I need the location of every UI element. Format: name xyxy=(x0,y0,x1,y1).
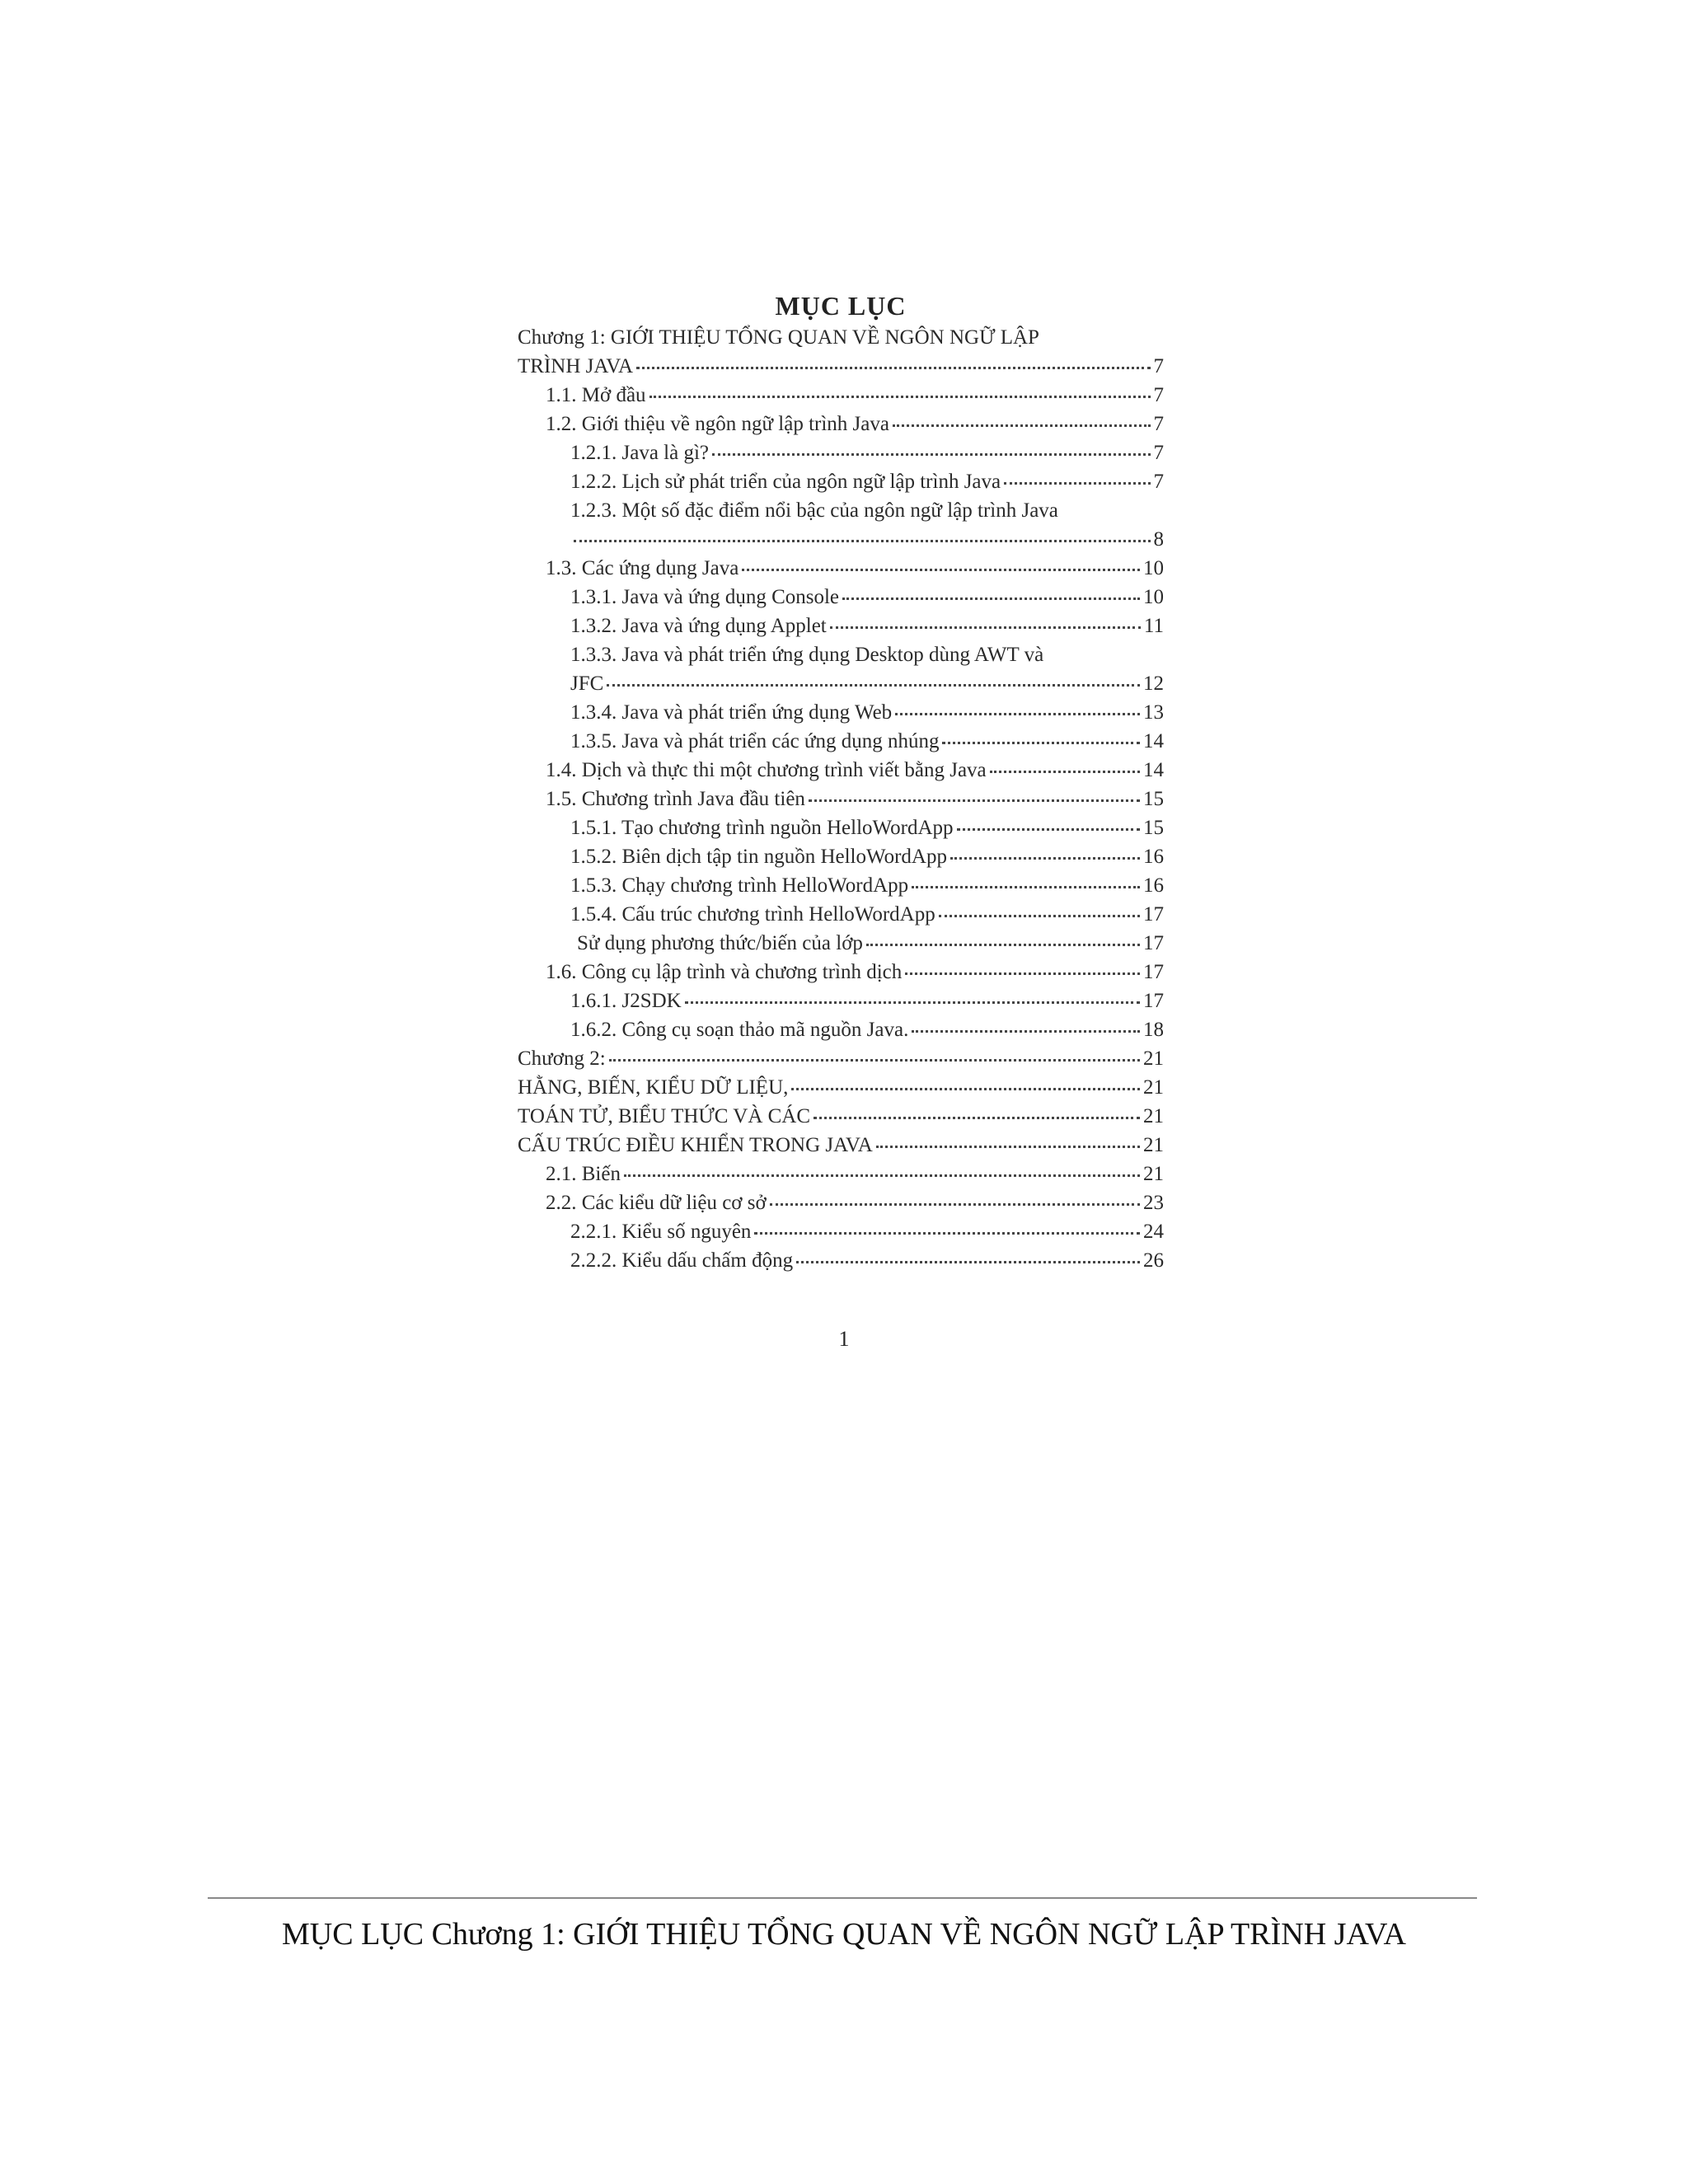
toc-dot-leader xyxy=(830,626,1141,629)
toc-entry-line xyxy=(570,496,1164,525)
toc-page-number: 21 xyxy=(1143,1076,1164,1099)
toc-entry-text: HẰNG, BIẾN, KIỂU DỮ LIỆU, xyxy=(518,1076,789,1099)
toc-entry-text: 1.6. Công cụ lập trình và chương trình dịch xyxy=(546,961,903,983)
toc-dot-leader xyxy=(649,395,1151,398)
toc-page-number: 15 xyxy=(1143,788,1164,810)
toc-page-number: 7 xyxy=(1153,355,1164,377)
toc-entry-text: 1.5.1. Tạo chương trình nguồn HelloWordApp xyxy=(570,817,954,839)
toc-page-number: 10 xyxy=(1143,557,1164,579)
toc-entry-text: 1.6.2. Công cụ soạn thảo mã nguồn Java. xyxy=(570,1019,909,1041)
toc-page-number: 23 xyxy=(1143,1192,1164,1214)
toc-page-number: 17 xyxy=(1143,903,1164,926)
toc-entry-line xyxy=(518,323,1164,352)
toc-dot-leader xyxy=(893,424,1151,427)
toc-page-number: 21 xyxy=(1143,1134,1164,1156)
toc-entry-text: 1.6.1. J2SDK xyxy=(570,990,682,1012)
toc-dot-leader xyxy=(809,799,1140,802)
toc-dot-leader xyxy=(942,741,1140,744)
toc-entry-text: CẤU TRÚC ĐIỀU KHIỂN TRONG JAVA xyxy=(518,1134,873,1156)
toc-page-number: 26 xyxy=(1143,1249,1164,1272)
toc-entry[interactable] xyxy=(518,1102,1164,1131)
toc-entry-text: 1.4. Dịch và thực thi một chương trình viết bằng Java xyxy=(546,759,987,781)
toc-entry[interactable] xyxy=(518,410,1164,438)
toc-entry[interactable] xyxy=(518,987,1164,1015)
toc-entry-line xyxy=(570,525,1164,554)
toc-dot-leader xyxy=(895,712,1140,715)
toc-entry-text: 1.2.3. Một số đặc điểm nổi bậc của ngôn ngữ lập trình Java xyxy=(570,499,1058,522)
footer-divider xyxy=(208,1897,1477,1899)
toc-dot-leader xyxy=(791,1087,1140,1090)
toc-page-number: 17 xyxy=(1143,961,1164,983)
toc-entry[interactable] xyxy=(518,900,1164,929)
toc-page-number: 16 xyxy=(1143,846,1164,868)
toc-entry-text: 1.2. Giới thiệu về ngôn ngữ lập trình Java xyxy=(546,413,889,435)
toc-entry[interactable] xyxy=(518,1217,1164,1246)
toc-page-number: 11 xyxy=(1143,615,1164,637)
toc-dot-leader xyxy=(905,972,1140,975)
toc-page-number: 8 xyxy=(1153,528,1164,551)
toc-list xyxy=(518,323,1164,1275)
toc-page-number: 24 xyxy=(1143,1221,1164,1243)
toc-page-number: 10 xyxy=(1143,586,1164,608)
toc-entry[interactable] xyxy=(518,813,1164,842)
toc-entry-line xyxy=(570,669,1164,698)
toc-dot-leader xyxy=(624,1174,1140,1177)
toc-entry-text: 1.5.3. Chạy chương trình HelloWordApp xyxy=(570,874,909,897)
toc-entry[interactable] xyxy=(518,958,1164,987)
toc-title: MỤC LỤC xyxy=(775,291,907,321)
toc-page-number: 14 xyxy=(1143,759,1164,781)
toc-entry-text: 1.3.1. Java và ứng dụng Console xyxy=(570,586,840,608)
table-of-contents xyxy=(518,288,1164,1275)
toc-entry-text: 2.1. Biến xyxy=(546,1163,621,1185)
toc-page-number: 21 xyxy=(1143,1047,1164,1070)
toc-dot-leader xyxy=(607,683,1140,687)
footer-caption: MỤC LỤC Chương 1: GIỚI THIỆU TỔNG QUAN VỀ NGÔN NGỮ LẬP TRÌNH JAVA xyxy=(282,1917,1406,1952)
toc-dot-leader xyxy=(842,597,1140,600)
toc-entry-text: JFC xyxy=(570,673,604,695)
toc-entry[interactable] xyxy=(518,1160,1164,1188)
toc-page-number: 13 xyxy=(1143,701,1164,724)
toc-entry-text: Chương 2: xyxy=(518,1047,606,1070)
toc-entry[interactable] xyxy=(518,640,1164,698)
toc-page-number: 7 xyxy=(1153,384,1164,406)
toc-entry-text: 2.2. Các kiểu dữ liệu cơ sở xyxy=(546,1192,767,1214)
toc-dot-leader xyxy=(685,1001,1140,1004)
toc-entry[interactable] xyxy=(518,496,1164,554)
toc-entry-text: 1.1. Mở đầu xyxy=(546,384,646,406)
toc-entry-text: 1.5. Chương trình Java đầu tiên xyxy=(546,788,805,810)
toc-dot-leader xyxy=(636,366,1150,369)
toc-page-number: 7 xyxy=(1153,413,1164,435)
toc-dot-leader xyxy=(742,568,1140,571)
toc-entry[interactable] xyxy=(518,842,1164,871)
toc-dot-leader xyxy=(770,1202,1140,1206)
toc-entry[interactable] xyxy=(518,467,1164,496)
toc-dot-leader xyxy=(939,914,1140,917)
toc-entry[interactable] xyxy=(518,612,1164,640)
toc-entry-line xyxy=(570,640,1164,669)
toc-dot-leader xyxy=(712,452,1150,456)
toc-page-number: 21 xyxy=(1143,1163,1164,1185)
toc-entry-text: 1.2.1. Java là gì? xyxy=(570,442,710,464)
toc-entry[interactable] xyxy=(518,381,1164,410)
toc-entry[interactable] xyxy=(518,1246,1164,1275)
toc-entry[interactable] xyxy=(518,756,1164,785)
toc-entry[interactable] xyxy=(518,871,1164,900)
toc-entry-text: 1.5.4. Cấu trúc chương trình HelloWordApp xyxy=(570,903,935,926)
toc-entry-line xyxy=(518,352,1164,381)
toc-entry[interactable] xyxy=(518,438,1164,467)
toc-page-number: 16 xyxy=(1143,874,1164,897)
toc-entry-text: TOÁN TỬ, BIỂU THỨC VÀ CÁC xyxy=(518,1105,811,1127)
toc-entry-text: 1.3.5. Java và phát triển các ứng dụng nhúng xyxy=(570,730,940,752)
toc-dot-leader xyxy=(950,856,1140,860)
toc-entry[interactable] xyxy=(518,1044,1164,1073)
toc-entry-text: 1.3. Các ứng dụng Java xyxy=(546,557,739,579)
toc-page-number: 14 xyxy=(1143,730,1164,752)
toc-entry-text: 1.3.4. Java và phát triển ứng dụng Web xyxy=(570,701,893,724)
toc-page-number: 15 xyxy=(1143,817,1164,839)
toc-entry-text: Chương 1: GIỚI THIỆU TỔNG QUAN VỀ NGÔN NGỮ LẬP xyxy=(518,326,1039,349)
toc-entry[interactable] xyxy=(518,1131,1164,1160)
toc-dot-leader xyxy=(957,827,1140,831)
toc-dot-leader xyxy=(990,770,1140,773)
toc-page-number: 17 xyxy=(1143,990,1164,1012)
toc-page-number: 12 xyxy=(1143,673,1164,695)
toc-dot-leader xyxy=(876,1145,1140,1148)
toc-entry-text: TRÌNH JAVA xyxy=(518,355,634,377)
toc-dot-leader xyxy=(912,1029,1140,1033)
page-number: 1 xyxy=(838,1327,850,1351)
toc-dot-leader xyxy=(609,1058,1140,1062)
toc-dot-leader xyxy=(912,885,1140,888)
toc-entry-text: 2.2.1. Kiểu số nguyên xyxy=(570,1221,752,1243)
toc-entry-text: Sử dụng phương thức/biến của lớp xyxy=(577,932,863,954)
toc-entry[interactable] xyxy=(518,1188,1164,1217)
toc-page-number: 7 xyxy=(1153,442,1164,464)
toc-entry[interactable] xyxy=(518,323,1164,381)
toc-page-number: 18 xyxy=(1143,1019,1164,1041)
toc-entry[interactable] xyxy=(518,727,1164,756)
toc-dot-leader xyxy=(866,943,1140,946)
toc-entry[interactable] xyxy=(518,583,1164,612)
toc-entry[interactable] xyxy=(518,929,1164,958)
toc-entry[interactable] xyxy=(518,554,1164,583)
toc-entry-text: 1.3.2. Java và ứng dụng Applet xyxy=(570,615,827,637)
toc-page-number: 17 xyxy=(1143,932,1164,954)
toc-dot-leader xyxy=(796,1260,1140,1263)
toc-dot-leader xyxy=(754,1231,1140,1235)
toc-dot-leader xyxy=(574,539,1151,542)
toc-entry[interactable] xyxy=(518,698,1164,727)
toc-dot-leader xyxy=(814,1116,1140,1119)
toc-page-number: 7 xyxy=(1153,471,1164,493)
toc-entry-text: 1.2.2. Lịch sử phát triển của ngôn ngữ lập trình Java xyxy=(570,471,1001,493)
toc-entry-text: 1.3.3. Java và phát triển ứng dụng Desktop dùng AWT và xyxy=(570,644,1044,666)
toc-dot-leader xyxy=(1004,481,1150,485)
toc-entry-text: 2.2.2. Kiểu dấu chấm động xyxy=(570,1249,794,1272)
toc-entry[interactable] xyxy=(518,1015,1164,1044)
toc-entry[interactable] xyxy=(518,1073,1164,1102)
toc-entry-text: 1.5.2. Biên dịch tập tin nguồn HelloWordApp xyxy=(570,846,947,868)
toc-page-number: 21 xyxy=(1143,1105,1164,1127)
toc-entry[interactable] xyxy=(518,785,1164,813)
